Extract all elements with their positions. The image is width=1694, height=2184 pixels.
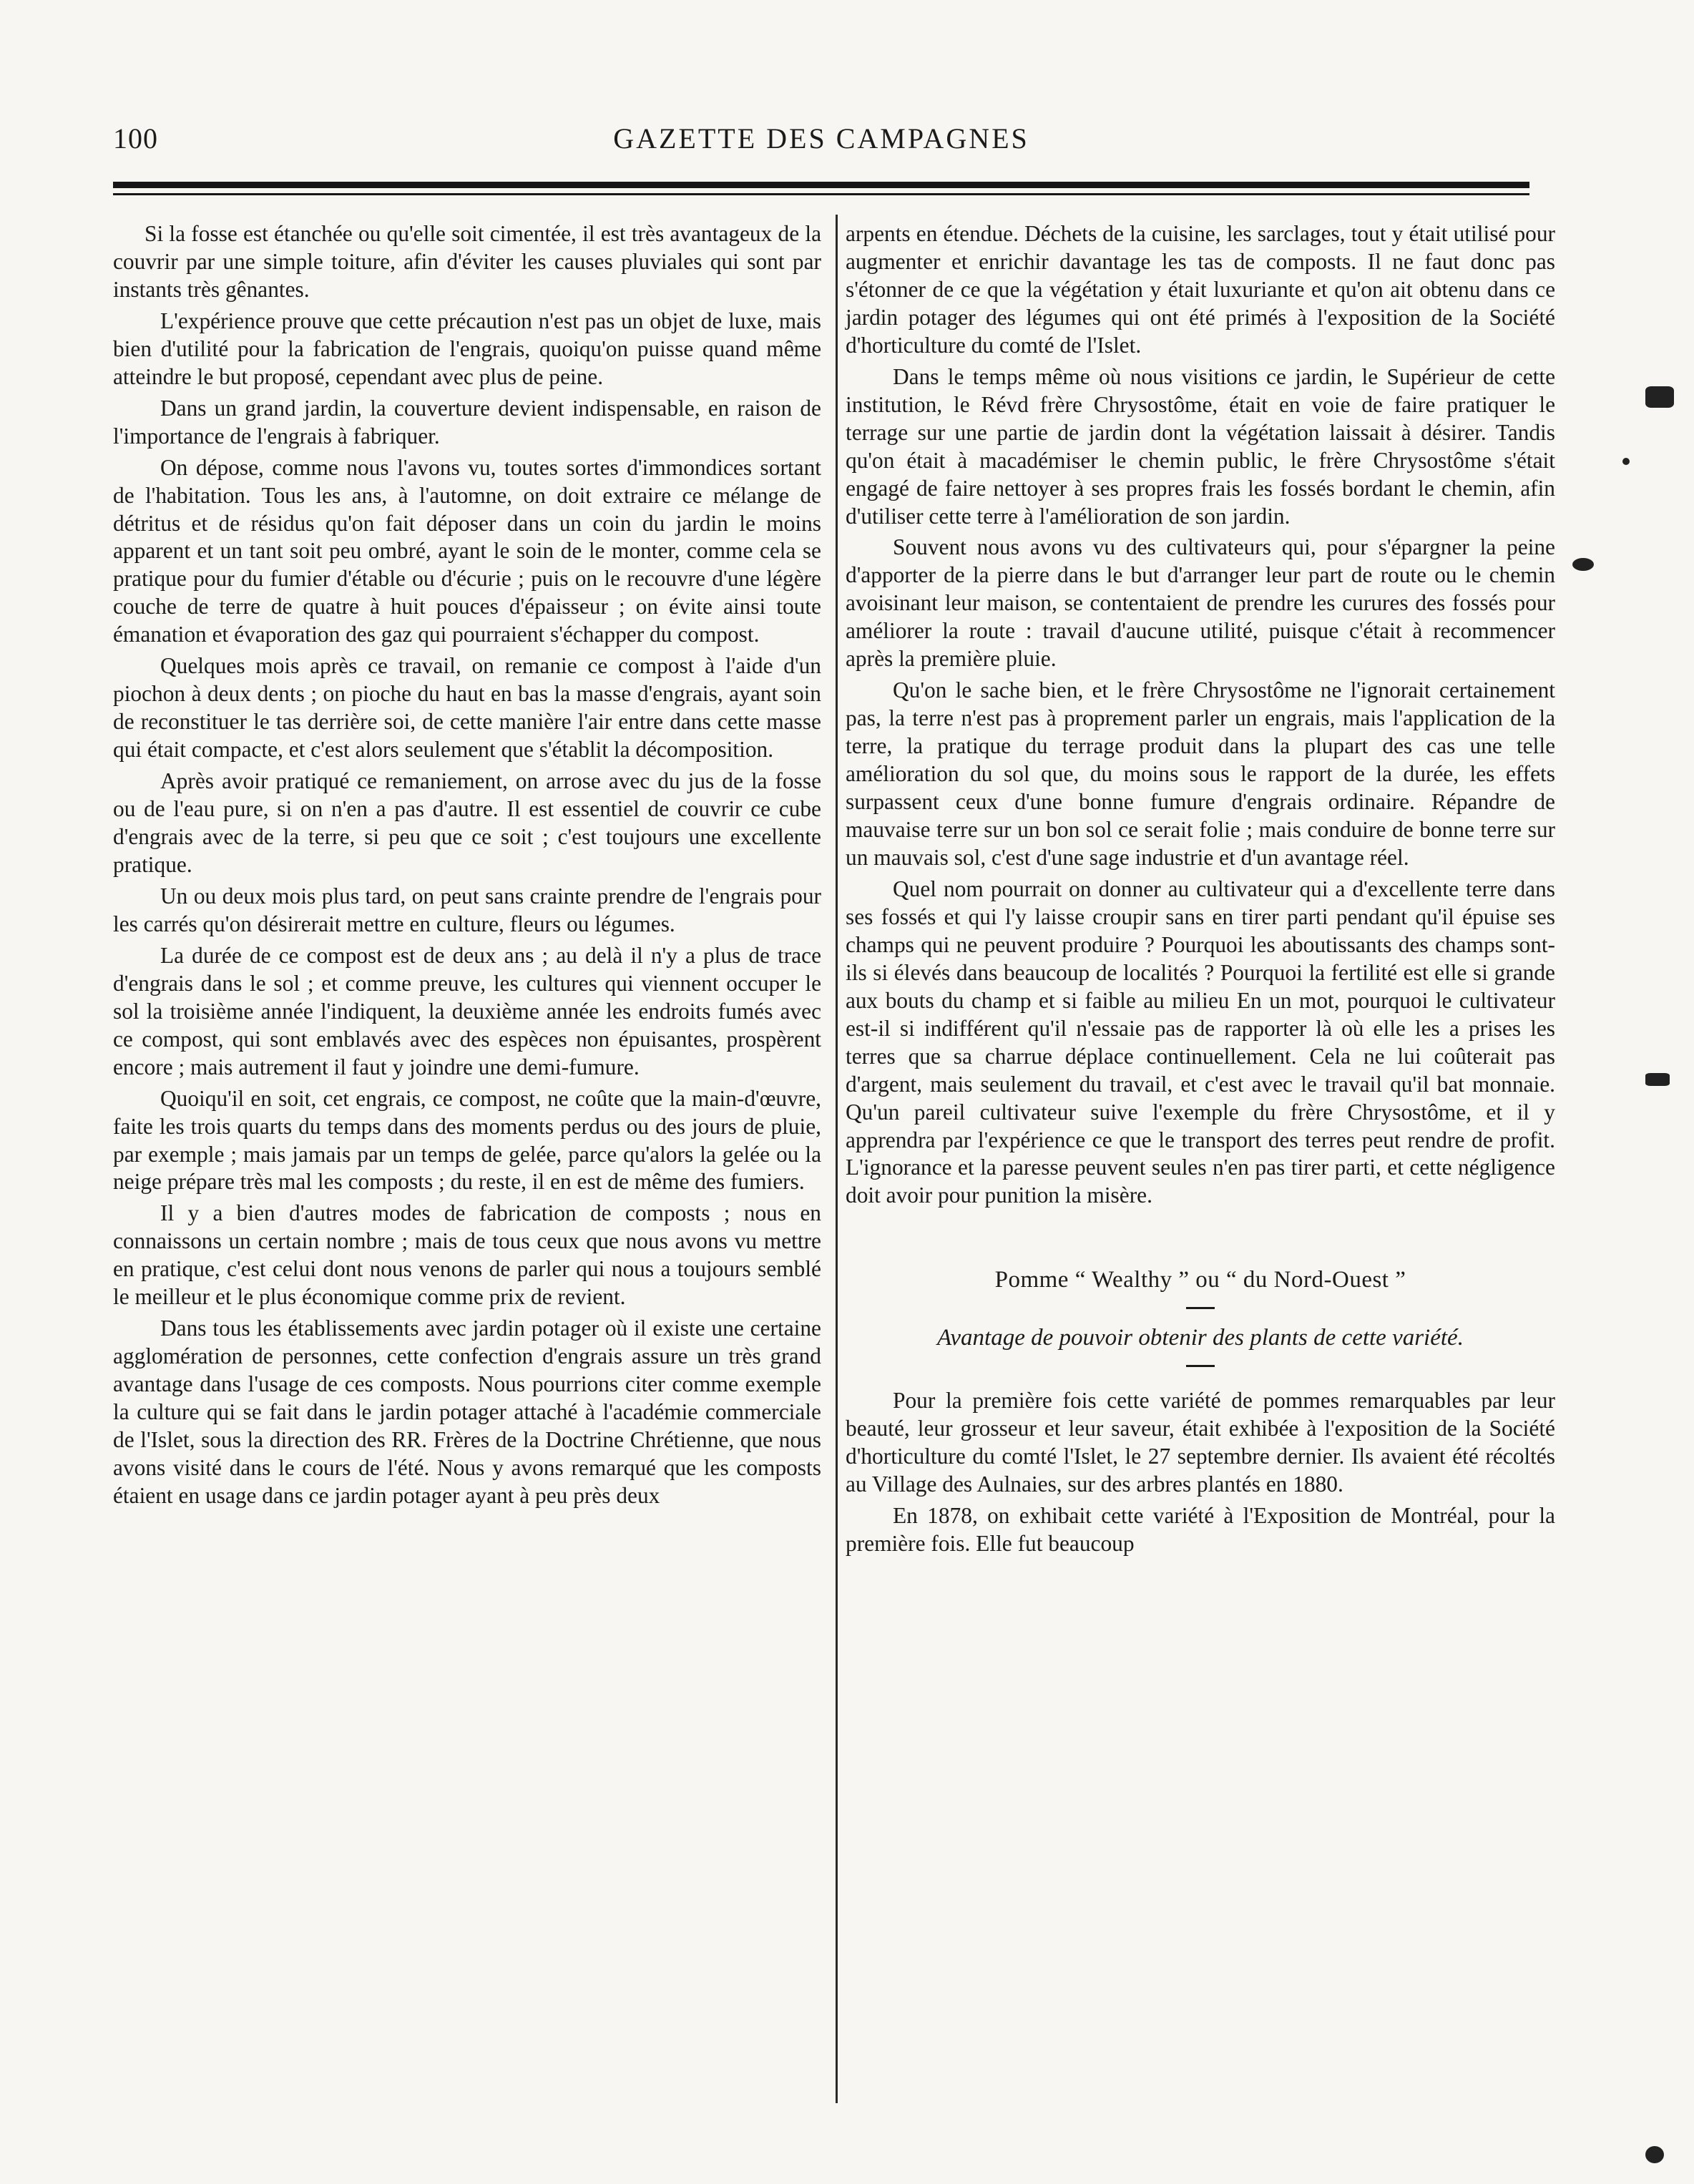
header-rule-thick <box>113 182 1529 188</box>
paragraph: On dépose, comme nous l'avons vu, toutes sortes d'immondices sortant de l'habitation. Tous les ans, à l'automne, on doit extraire ce mélange de détritus et de résidus qu'on fait déposer dans un coin du jardin le moins apparent et un tant soit peu ombré, ayant le soin de le monter, comme cela se pratique pour du fumier d'étable ou d'écurie ; puis on le recouvre d'une légère couche de terre de quatre à huit pouces d'épaisseur ; on évite ainsi toute émanation et évaporation des gaz qui pourraient s'échapper du compost. <box>113 454 821 647</box>
paragraph: Dans le temps même où nous visitions ce jardin, le Supérieur de cette institution, le Révd frère Chrysostôme, était en voie de faire pratiquer le terrage sur une partie de jardin dont la végétation laissait à désirer. Tandis qu'on était à macadémiser le chemin public, le frère Chrysostôme s'était engagé de faire nettoyer à ses propres frais les fossés bordant le chemin, afin d'utiliser cette terre à l'amélioration de son jardin. <box>846 363 1555 529</box>
header-rule-thin <box>113 193 1529 195</box>
article-title: Pomme “ Wealthy ” ou “ du Nord-Ouest ” <box>994 1267 1406 1293</box>
paragraph: En 1878, on exhibait cette variété à l'Exposition de Montréal, pour la première fois. Elle fut beaucoup <box>846 1503 1555 1557</box>
paragraph: arpents en étendue. Déchets de la cuisine, les sarclages, tout y était utilisé pour augmenter et enrichir davantage les tas de composts. Il ne faut donc pas s'étonner de ce que la végétation y était luxuriante et qu'on ait obtenu dans ce jardin potager des légumes qui ont été primés à l'exposition de la Société d'horticulture du comté de l'Islet. <box>846 221 1555 358</box>
paragraph: L'expérience prouve que cette précaution n'est pas un objet de luxe, mais bien d'utilité pour la fabrication de l'engrais, quoiqu'on puisse quand même atteindre le but proposé, cependant avec plus de peine. <box>113 308 821 389</box>
paragraph: Dans tous les établissements avec jardin potager où il existe une certaine agglomération de personnes, cette confection d'engrais assure un très grand avantage dans l'usage de ces composts. Nous pourrions citer comme exemple la culture qui se fait dans le jardin potager attaché à l'académie commerciale de l'Islet, sous la direction des RR. Frères de la Doctrine Chrétienne, que nous avons visité dans le cours de l'été. Nous y avons remarqué que les composts étaient en usage dans ce jardin potager ayant à peu près deux <box>113 1316 821 1508</box>
scan-mark <box>1645 386 1674 408</box>
paragraph: Il y a bien d'autres modes de fabrication de composts ; nous en connaissons un certain nombre ; mais de tous ceux que nous avons vu mettre en pratique, c'est celui dont nous venons de parler qui nous a toujours semblé le meilleur et le plus économique comme prix de revient. <box>113 1200 821 1310</box>
scan-mark <box>1645 2146 1664 2163</box>
left-column <box>113 220 821 1514</box>
paragraph: Quoiqu'il en soit, cet engrais, ce compost, ne coûte que la main-d'œuvre, faite les trois quarts du temps dans des moments perdus ou des jours de pluie, par exemple ; mais jamais par un temps de gelée, parce qu'alors la gelée ou la neige prépare très mal les composts ; du reste, il en est de même des fumiers. <box>113 1085 821 1195</box>
paragraph: Qu'on le sache bien, et le frère Chrysostôme ne l'ignorait certainement pas, la terre n'est pas à proprement parler un engrais, mais l'application de la terre, la pratique du terrage produit dans la plupart des cas une telle amélioration du sol que, du moins sous le rapport de la durée, les effets surpassent ceux d'une bonne fumure d'engrais ordinaire. Répandre de mauvaise terre sur un bon sol ce serait folie ; mais conduire de bonne terre sur un mauvais sol, c'est d'une sage industrie et d'un avantage réel. <box>846 677 1555 870</box>
title-rule <box>1186 1307 1215 1309</box>
paragraph: La durée de ce compost est de deux ans ; au delà il n'y a plus de trace d'engrais dans le sol ; et comme preuve, les cultures qui viennent occuper le sol la troisième année l'indiquent, la deuxième année les endroits fumés avec ce compost, qui sont emblavés avec des espèces non épuisantes, prospèrent encore ; mais autrement il faut y joindre une demi-fumure. <box>113 942 821 1079</box>
page-number: 100 <box>113 122 158 155</box>
paragraph: Pour la première fois cette variété de pommes remarquables par leur beauté, leur grosseur et leur saveur, était exhibée à l'exposition de la Société d'horticulture du comté l'Islet, le 27 septembre dernier. Ils avaient été récoltés au Village des Aulnaies, sur des arbres plantés en 1880. <box>846 1388 1555 1497</box>
scan-mark <box>1572 558 1594 571</box>
article-subtitle: Avantage de pouvoir obtenir des plants de cette variété. <box>937 1325 1464 1351</box>
paragraph: Quelques mois après ce travail, on remanie ce compost à l'aide d'un piochon à deux dents ; on pioche du haut en bas la masse d'engrais, ayant soin de reconstituer le tas derrière soi, de cette manière l'air entre dans cette masse qui était compacte, et c'est alors seulement que s'établit la décomposition. <box>113 653 821 763</box>
column-divider <box>836 215 838 2103</box>
scan-mark <box>1622 458 1630 465</box>
paragraph: Souvent nous avons vu des cultivateurs qui, pour s'épargner la peine d'apporter de la pierre dans le but d'arranger leur part de route ou le chemin avoisinant leur maison, se contentaient de prendre les curures des fossés pour améliorer la route : travail d'aucune utilité, puisque c'était à recommencer après la première pluie. <box>846 534 1555 672</box>
paragraph: Dans un grand jardin, la couverture devient indispensable, en raison de l'importance de l'engrais à fabriquer. <box>113 395 821 449</box>
subtitle-rule <box>1186 1365 1215 1367</box>
scan-mark <box>1645 1073 1670 1086</box>
paragraph: Si la fosse est étanchée ou qu'elle soit cimentée, il est très avantageux de la couvrir par une simple toiture, afin d'éviter les causes pluviales qui sont par instants très gênantes. <box>113 221 821 302</box>
running-title: GAZETTE DES CAMPAGNES <box>613 122 1029 155</box>
paragraph: Après avoir pratiqué ce remaniement, on arrose avec du jus de la fosse ou de l'eau pure, si on n'en a pas d'autre. Il est essentiel de couvrir ce cube d'engrais avec de la terre, si peu que ce soit ; c'est toujours une excellente pratique. <box>113 768 821 877</box>
right-column <box>846 220 1555 1562</box>
paragraph: Quel nom pourrait on donner au cultivateur qui a d'excellente terre dans ses fossés et qui l'y laisse croupir sans en tirer parti pendant qu'il épuise ses champs qui ne peuvent produire ? Pourquoi les aboutissants des champs sont-ils si élevés dans beaucoup de localités ? Pourquoi la fertilité est elle si grande aux bouts du champ et si faible au milieu En un mot, pourquoi le cultivateur est-il si indifférent qu'il n'essaie pas de rapporter là où elle les a prises les terres que sa charrue déplace continuellement. Cela ne lui coûterait pas d'argent, mais seulement du travail, et c'est avec le travail qu'il bat monnaie. Qu'un pareil cultivateur suive l'exemple du frère Chrysostôme, et il y apprendra par l'expérience ce que le transport des terres peut rendre de profit. L'ignorance et la paresse peuvent seules n'en pas tirer parti, et cette négligence doit avoir pour punition la misère. <box>846 876 1555 1208</box>
paragraph: Un ou deux mois plus tard, on peut sans crainte prendre de l'engrais pour les carrés qu'on désirerait mettre en culture, fleurs ou légumes. <box>113 883 821 936</box>
page-header <box>113 122 1529 162</box>
